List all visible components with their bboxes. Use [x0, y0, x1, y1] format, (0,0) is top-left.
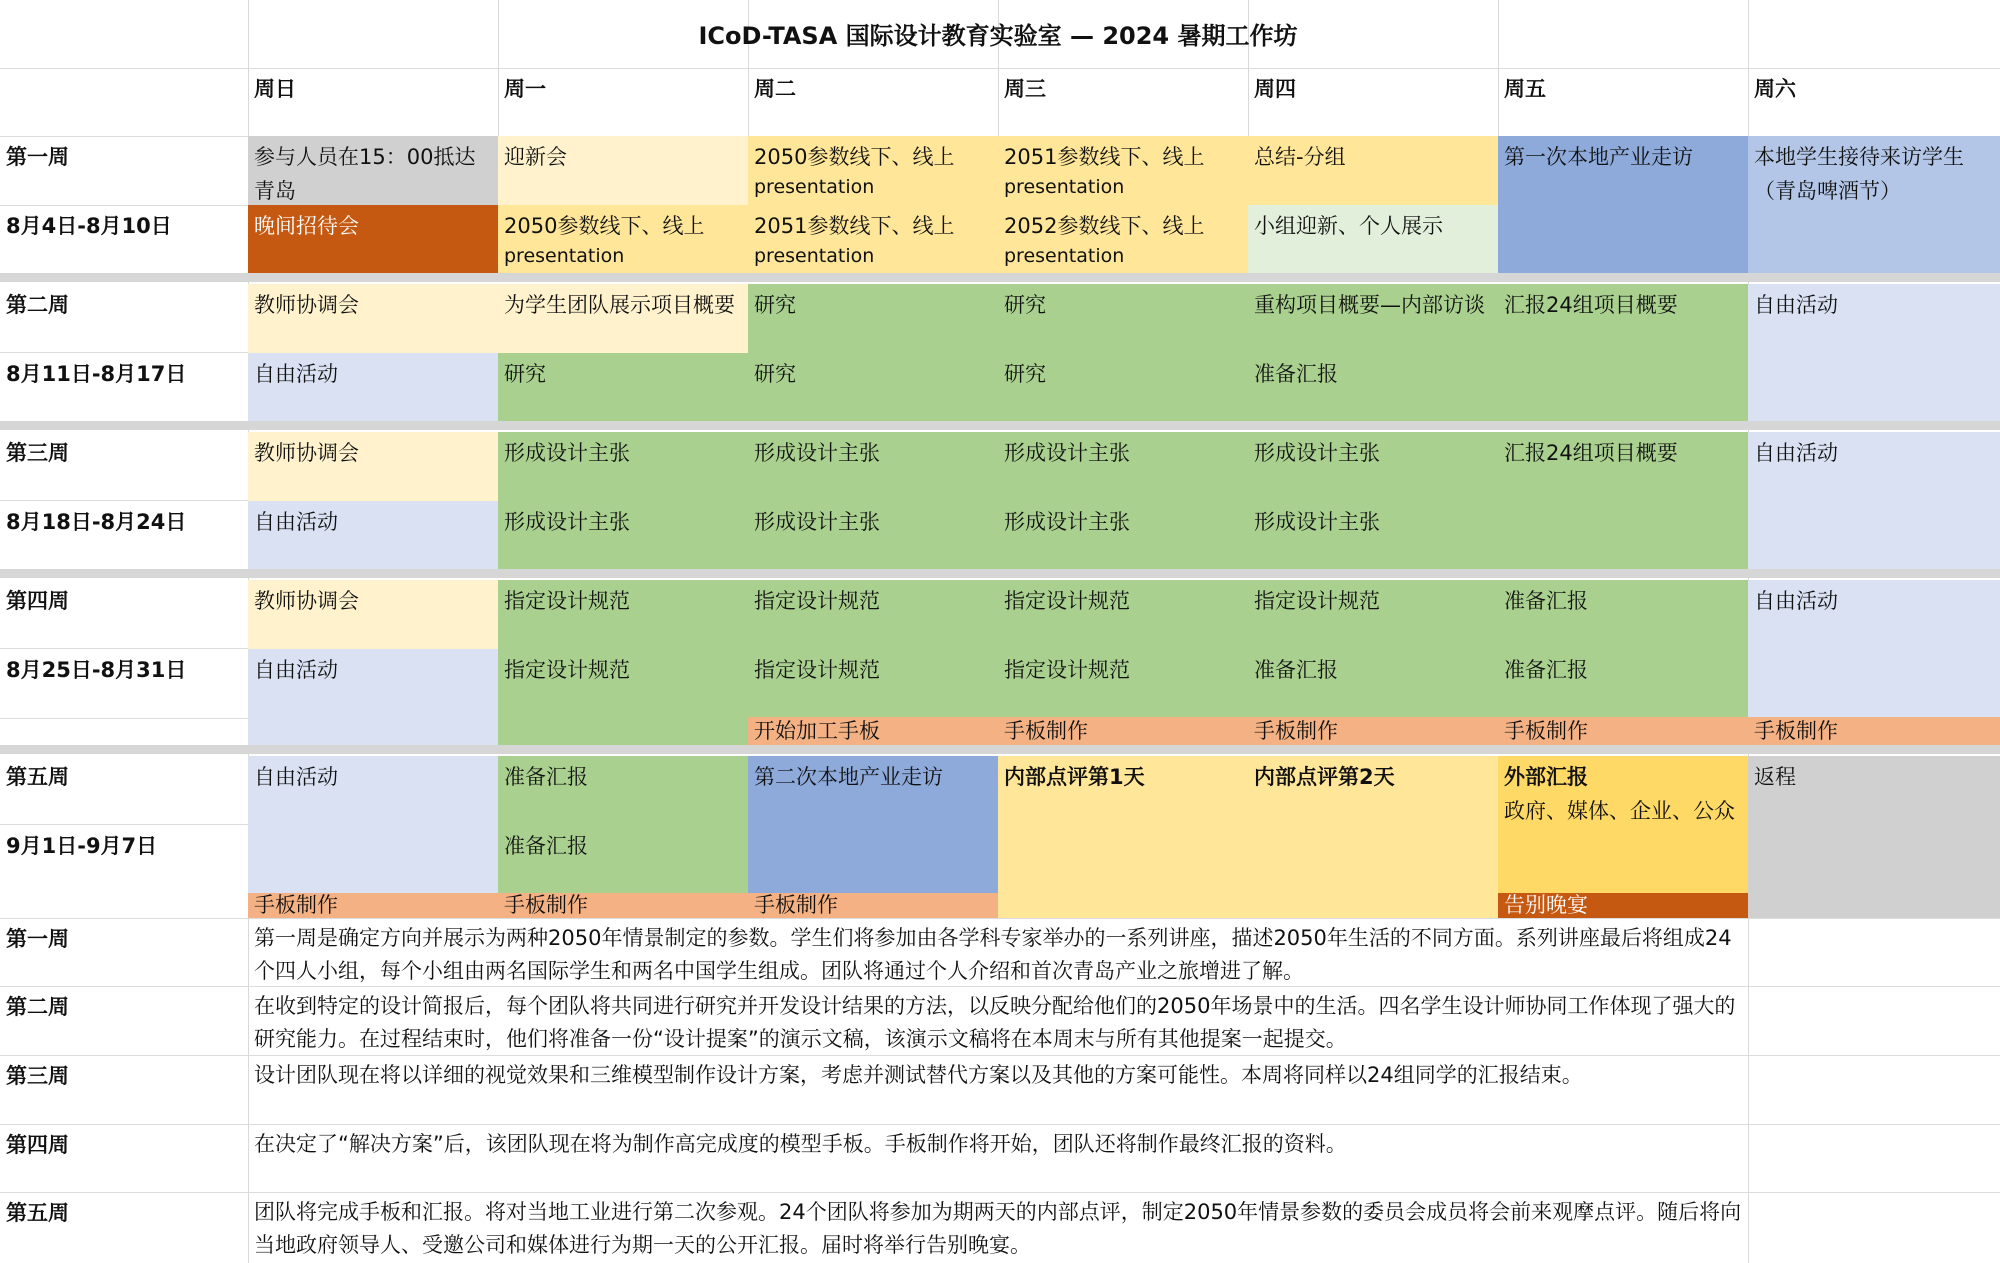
event-cell: 准备汇报: [1248, 649, 1498, 717]
event-cell: 教师协调会: [248, 580, 498, 649]
event-cell: 汇报24组项目概要: [1498, 432, 1748, 569]
event-cell: 教师协调会: [248, 284, 498, 353]
event-cell: 自由活动: [248, 756, 498, 893]
event-cell-model-making: 手板制作: [1248, 717, 1498, 745]
week-dates: 8月25日-8月31日: [6, 658, 187, 682]
event-title: 外部汇报: [1504, 765, 1588, 789]
event-cell: 自由活动: [1748, 580, 2000, 717]
week-separator: [0, 569, 2000, 578]
event-cell: 研究: [498, 353, 748, 421]
event-cell: 形成设计主张: [1248, 501, 1498, 569]
event-cell-model-making: 手板制作: [1748, 717, 2000, 745]
day-header-thu: 周四: [1254, 77, 1296, 101]
event-cell: 准备汇报: [498, 756, 748, 825]
week-separator: [0, 745, 2000, 754]
event-cell: 本地学生接待来访学生（青岛啤酒节）: [1748, 136, 2000, 273]
week-label: 第一周: [6, 145, 69, 169]
event-cell: 指定设计规范: [1248, 580, 1498, 649]
week-dates: 8月4日-8月10日: [6, 214, 172, 238]
event-cell-model-making: 手板制作: [748, 893, 998, 918]
event-text: 2051参数线下、线上: [1004, 145, 1205, 169]
desc-label: 第四周: [6, 1133, 69, 1157]
event-cell-model-making: 手板制作: [248, 893, 498, 918]
event-cell: 准备汇报: [498, 825, 748, 893]
desc-text: 在决定了“解决方案”后，该团队现在将为制作高完成度的模型手板。手板制作将开始，团队还将制作最终汇报的资料。: [254, 1132, 1347, 1156]
event-cell: 自由活动: [1748, 284, 2000, 421]
day-header-sat: 周六: [1754, 77, 1796, 101]
week-label: 第五周: [6, 765, 69, 789]
event-cell: [1498, 756, 1748, 893]
event-text: 2052参数线下、线上: [1004, 214, 1205, 238]
event-cell: 形成设计主张: [748, 432, 998, 501]
week-label: 第二周: [6, 293, 69, 317]
event-cell: [998, 136, 1248, 205]
day-header-fri: 周五: [1504, 77, 1546, 101]
day-header-sun: 周日: [254, 77, 296, 101]
event-cell: 内部点评第1天: [998, 756, 1248, 918]
event-cell: 自由活动: [1748, 432, 2000, 569]
event-text: 2051参数线下、线上: [754, 214, 955, 238]
event-subtext: presentation: [754, 176, 875, 198]
event-cell: 重构项目概要—内部访谈: [1248, 284, 1498, 353]
event-cell-farewell: 告别晚宴: [1498, 893, 1748, 918]
desc-text: 设计团队现在将以详细的视觉效果和三维模型制作设计方案，考虑并测试替代方案以及其他的方案可能性。本周将同样以24组同学的汇报结束。: [254, 1063, 1583, 1087]
week-separator: [0, 273, 2000, 282]
event-cell: 准备汇报: [1498, 649, 1748, 717]
event-cell: 形成设计主张: [498, 501, 748, 569]
event-cell: 自由活动: [248, 501, 498, 569]
desc-text: 第一周是确定方向并展示为两种2050年情景制定的参数。学生们将参加由各学科专家举办的一系列讲座，描述2050年生活的不同方面。系列讲座最后将组成24个四人小组，每个小组由两名国际学生和两名中国学生组成。团队将通过个人介绍和首次青岛产业之旅增进了解。: [254, 926, 1732, 983]
event-cell: 指定设计规范: [998, 580, 1248, 649]
desc-label: 第一周: [6, 927, 69, 951]
day-header-mon: 周一: [504, 77, 546, 101]
day-header-tue: 周二: [754, 77, 796, 101]
event-cell: 形成设计主张: [748, 501, 998, 569]
event-cell: 研究: [748, 284, 998, 353]
event-cell: 返程: [1748, 756, 2000, 918]
desc-label: 第三周: [6, 1064, 69, 1088]
event-cell: [748, 136, 998, 205]
event-cell: 形成设计主张: [1248, 432, 1498, 501]
event-cell: 为学生团队展示项目概要: [498, 284, 748, 353]
event-cell: 研究: [998, 284, 1248, 353]
event-cell: 第二次本地产业走访: [748, 756, 998, 893]
event-cell: [748, 205, 998, 273]
event-cell: 形成设计主张: [998, 432, 1248, 501]
event-cell: 形成设计主张: [498, 432, 748, 501]
event-cell: 形成设计主张: [998, 501, 1248, 569]
event-cell-model-making: 手板制作: [1498, 717, 1748, 745]
event-cell-model-making: 开始加工手板: [748, 717, 998, 745]
event-text: 2050参数线下、线上: [754, 145, 955, 169]
event-cell: 指定设计规范: [498, 649, 748, 745]
event-cell: 研究: [998, 353, 1248, 421]
event-cell: 总结-分组: [1248, 136, 1498, 205]
week-label: 第四周: [6, 589, 69, 613]
event-text: 政府、媒体、企业、公众: [1504, 799, 1735, 823]
desc-text: 团队将完成手板和汇报。将对当地工业进行第二次参观。24个团队将参加为期两天的内部点评，制定2050年情景参数的委员会成员将会前来观摩点评。随后将向当地政府领导人、受邀公司和媒体进行为期一天的公开汇报。届时将举行告别晚宴。: [254, 1200, 1742, 1257]
desc-text: 在收到特定的设计简报后，每个团队将共同进行研究并开发设计结果的方法，以反映分配给他们的2050年场景中的生活。四名学生设计师协同工作体现了强大的研究能力。在过程结束时，他们将准备一份“设计提案”的演示文稿，该演示文稿将在本周末与所有其他提案一起提交。: [254, 994, 1736, 1051]
grid-line: [0, 718, 248, 719]
event-cell-model-making: 手板制作: [998, 717, 1248, 745]
desc-label: 第二周: [6, 995, 69, 1019]
event-subtext: presentation: [1004, 245, 1125, 267]
event-cell: [998, 205, 1248, 273]
week-dates: 9月1日-9月7日: [6, 834, 158, 858]
event-text: 2050参数线下、线上: [504, 214, 705, 238]
event-cell-model-making: 手板制作: [498, 893, 748, 918]
event-cell: 内部点评第2天: [1248, 756, 1498, 918]
event-cell: 参与人员在15：00抵达青岛: [248, 136, 498, 205]
event-cell: 准备汇报: [1248, 353, 1498, 421]
event-cell: 小组迎新、个人展示: [1248, 205, 1498, 273]
week-separator: [0, 421, 2000, 430]
event-cell: 研究: [748, 353, 998, 421]
event-cell: 自由活动: [248, 353, 498, 421]
event-cell-reception: 晚间招待会: [248, 205, 498, 273]
event-cell: [498, 205, 748, 273]
event-cell: 指定设计规范: [498, 580, 748, 649]
event-cell: 第一次本地产业走访: [1498, 136, 1748, 273]
page-title: ICoD-TASA 国际设计教育实验室 — 2024 暑期工作坊: [698, 22, 1298, 50]
week-label: 第三周: [6, 441, 69, 465]
week-dates: 8月18日-8月24日: [6, 510, 187, 534]
event-cell: 准备汇报: [1498, 580, 1748, 649]
event-cell: 自由活动: [248, 649, 498, 745]
day-header-wed: 周三: [1004, 77, 1046, 101]
event-cell: 迎新会: [498, 136, 748, 205]
event-cell: 指定设计规范: [748, 649, 998, 717]
event-subtext: presentation: [504, 245, 625, 267]
event-cell: 指定设计规范: [748, 580, 998, 649]
event-cell: 指定设计规范: [998, 649, 1248, 717]
event-subtext: presentation: [1004, 176, 1125, 198]
event-cell: 教师协调会: [248, 432, 498, 501]
event-cell: 汇报24组项目概要: [1498, 284, 1748, 421]
event-subtext: presentation: [754, 245, 875, 267]
week-dates: 8月11日-8月17日: [6, 362, 187, 386]
desc-label: 第五周: [6, 1201, 69, 1225]
